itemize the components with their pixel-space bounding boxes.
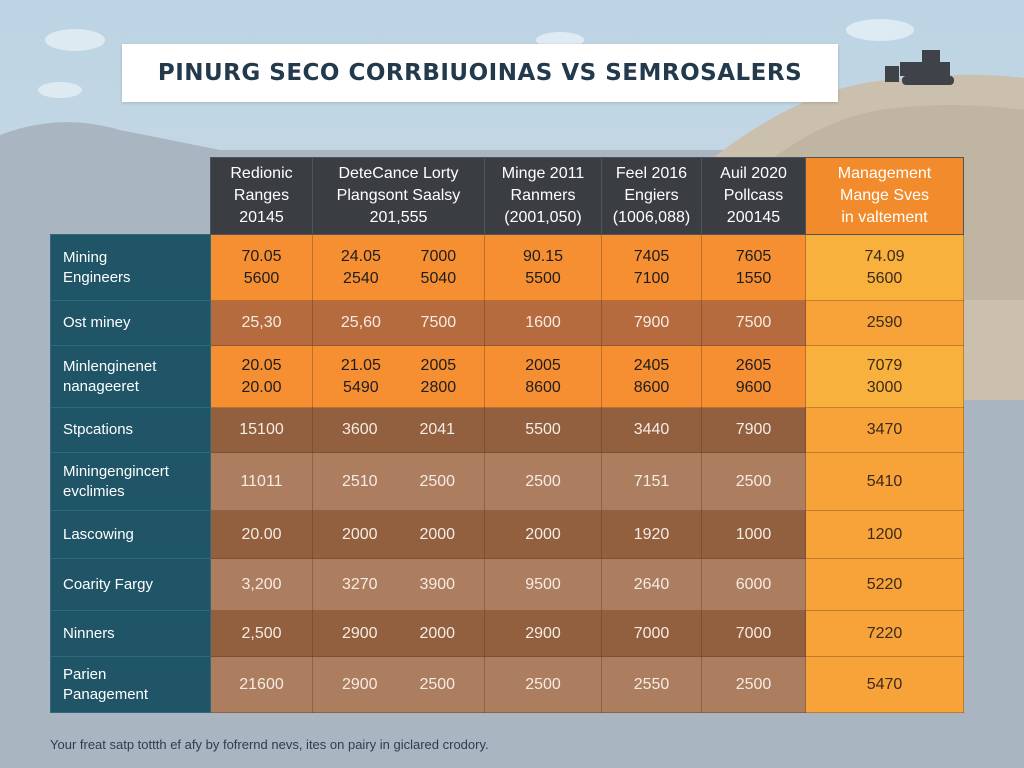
cell-value: 90.15 bbox=[522, 247, 564, 265]
cell-value: 2510 bbox=[341, 472, 378, 490]
column-header-line: in valtement bbox=[841, 209, 928, 226]
table-cell bbox=[806, 235, 964, 301]
cell-value: 7220 bbox=[866, 624, 903, 642]
cell-value: 2500 bbox=[525, 675, 561, 693]
column-header-line: 20145 bbox=[239, 209, 284, 226]
cell-value: 21.05 bbox=[340, 356, 381, 374]
cell-value: 2005 bbox=[420, 356, 457, 374]
column-header-line: 201,555 bbox=[369, 209, 428, 226]
table-cell bbox=[806, 559, 964, 611]
row-label-line: Mining bbox=[63, 248, 108, 266]
cell-value: 2405 bbox=[633, 356, 670, 374]
column-header bbox=[485, 158, 602, 235]
table-cell bbox=[485, 301, 602, 346]
table-row bbox=[51, 511, 964, 559]
table-cell bbox=[211, 453, 313, 511]
table-cell bbox=[702, 657, 806, 713]
cell-value: 7605 bbox=[735, 247, 772, 265]
chart-title-box bbox=[122, 44, 838, 102]
table-cell bbox=[485, 235, 602, 301]
row-label-line: evclimies bbox=[63, 482, 125, 500]
table-cell bbox=[313, 408, 485, 453]
table-cell bbox=[211, 657, 313, 713]
cell-value: 2500 bbox=[419, 472, 456, 490]
cell-value: 11011 bbox=[240, 472, 283, 490]
table-cell bbox=[602, 235, 702, 301]
table-cell bbox=[602, 657, 702, 713]
bulldozer-icon bbox=[885, 50, 954, 85]
column-header-line: (1006,088) bbox=[612, 209, 691, 226]
cell-value: 7500 bbox=[420, 314, 457, 331]
table-row bbox=[51, 301, 964, 346]
corner-cell bbox=[51, 158, 211, 235]
row-label bbox=[51, 611, 211, 657]
table-cell bbox=[702, 301, 806, 346]
row-label bbox=[51, 346, 211, 408]
cell-value: 3470 bbox=[866, 421, 903, 438]
table-cell bbox=[602, 301, 702, 346]
cell-value: 2540 bbox=[343, 269, 379, 287]
cell-value: 5600 bbox=[243, 269, 280, 287]
row-label-line: Panagement bbox=[63, 685, 149, 703]
cell-value: 3600 bbox=[341, 421, 378, 438]
cell-value: 7000 bbox=[735, 624, 772, 642]
cell-value: 7900 bbox=[633, 314, 670, 331]
row-label-line: Ninners bbox=[63, 624, 115, 642]
table-row bbox=[51, 611, 964, 657]
table-row bbox=[51, 453, 964, 511]
cell-value: 8600 bbox=[633, 378, 670, 396]
table-cell bbox=[485, 453, 602, 511]
table-cell bbox=[211, 235, 313, 301]
cell-value: 7405 bbox=[633, 247, 670, 265]
table-cell bbox=[702, 559, 806, 611]
column-header-line: Feel 2016 bbox=[615, 165, 688, 182]
cell-value: 9600 bbox=[735, 378, 772, 396]
table-row bbox=[51, 657, 964, 713]
cell-value: 2590 bbox=[866, 314, 903, 331]
table-cell bbox=[313, 657, 485, 713]
cell-value: 1600 bbox=[525, 314, 561, 331]
cell-value: 5490 bbox=[343, 378, 379, 396]
cell-value: 5040 bbox=[420, 269, 457, 287]
table-row bbox=[51, 408, 964, 453]
table-cell bbox=[806, 408, 964, 453]
cell-value: 1000 bbox=[735, 525, 772, 543]
column-header-line: Redionic bbox=[230, 165, 293, 182]
table-cell bbox=[702, 346, 806, 408]
row-label-line: Stpcations bbox=[63, 421, 134, 438]
column-header bbox=[313, 158, 485, 235]
table-row bbox=[51, 559, 964, 611]
column-header-line: Minge 2011 bbox=[501, 165, 585, 182]
data-table bbox=[50, 157, 964, 713]
column-header bbox=[602, 158, 702, 235]
column-header-line: DeteCance Lorty bbox=[338, 165, 459, 182]
row-label-line: Minlenginenet bbox=[63, 357, 157, 375]
column-header-line: Ranges bbox=[233, 187, 290, 204]
row-label bbox=[51, 301, 211, 346]
cell-value: 3000 bbox=[866, 378, 903, 396]
column-header-line: Engiers bbox=[624, 187, 679, 204]
cell-value: 2500 bbox=[735, 675, 772, 693]
row-label-line: Coarity Fargy bbox=[63, 575, 154, 593]
table-cell bbox=[211, 611, 313, 657]
column-header bbox=[211, 158, 313, 235]
column-header-line: Auil 2020 bbox=[720, 165, 787, 182]
cell-value: 5410 bbox=[866, 472, 903, 490]
cell-value: 2500 bbox=[419, 675, 456, 693]
table-cell bbox=[211, 408, 313, 453]
table-cell bbox=[806, 511, 964, 559]
table-cell bbox=[485, 657, 602, 713]
table-cell bbox=[702, 453, 806, 511]
cell-value: 5470 bbox=[866, 675, 903, 693]
cell-value: 2,500 bbox=[241, 624, 282, 642]
cell-value: 20.00 bbox=[241, 525, 282, 543]
column-header-line: Pollcass bbox=[723, 187, 784, 204]
table-cell bbox=[485, 511, 602, 559]
cell-value: 20.00 bbox=[241, 378, 282, 396]
cell-value: 7100 bbox=[633, 269, 670, 287]
column-header-line: 200145 bbox=[726, 209, 781, 226]
cell-value: 74.09 bbox=[864, 247, 905, 265]
row-label-line: Parien bbox=[63, 665, 107, 683]
column-header-line: (2001,050) bbox=[504, 209, 582, 226]
row-label-line: Miningengincert bbox=[63, 462, 169, 480]
table-cell bbox=[806, 346, 964, 408]
column-header bbox=[702, 158, 806, 235]
table-cell bbox=[806, 657, 964, 713]
cell-value: 2005 bbox=[525, 356, 561, 374]
column-header-line: Management bbox=[837, 165, 932, 182]
table-cell bbox=[313, 511, 485, 559]
cell-value: 5220 bbox=[866, 575, 903, 593]
column-header-line: Plangsont Saalsy bbox=[336, 187, 461, 204]
cell-value: 2000 bbox=[341, 525, 378, 543]
table-row bbox=[51, 346, 964, 408]
table-cell bbox=[602, 408, 702, 453]
header-row bbox=[51, 158, 964, 235]
table-cell bbox=[602, 511, 702, 559]
cell-value: 15100 bbox=[239, 421, 284, 438]
cell-value: 2000 bbox=[419, 525, 456, 543]
row-label-line: Ost miney bbox=[63, 314, 131, 331]
cell-value: 1920 bbox=[633, 525, 670, 543]
cell-value: 9500 bbox=[525, 575, 561, 593]
cell-value: 20.05 bbox=[241, 356, 282, 374]
cell-value: 2000 bbox=[419, 624, 456, 642]
table-cell bbox=[485, 346, 602, 408]
cell-value: 5600 bbox=[866, 269, 903, 287]
cell-value: 1550 bbox=[735, 269, 772, 287]
cell-value: 2640 bbox=[633, 575, 670, 593]
table-cell bbox=[806, 301, 964, 346]
table-cell bbox=[806, 453, 964, 511]
table-cell bbox=[211, 301, 313, 346]
cell-value: 3440 bbox=[633, 421, 670, 438]
table-row bbox=[51, 235, 964, 301]
column-header-line: Ranmers bbox=[510, 187, 576, 204]
table-cell bbox=[702, 611, 806, 657]
cell-value: 7151 bbox=[633, 472, 670, 490]
cell-value: 3900 bbox=[419, 575, 456, 593]
cell-value: 6000 bbox=[735, 575, 772, 593]
table-cell bbox=[313, 346, 485, 408]
cell-value: 7079 bbox=[866, 356, 903, 374]
table-cell bbox=[602, 346, 702, 408]
footnote: Your freat satp tottth ef afy by fofrernd nevs, ites on pairy in giclared crodory. bbox=[50, 737, 489, 752]
cell-value: 5500 bbox=[525, 421, 561, 438]
table-cell bbox=[313, 235, 485, 301]
cell-value: 7500 bbox=[735, 314, 772, 331]
cell-value: 1200 bbox=[866, 525, 903, 543]
cell-value: 25,60 bbox=[340, 314, 381, 331]
row-label bbox=[51, 559, 211, 611]
cell-value: 2500 bbox=[525, 472, 561, 490]
cell-value: 2550 bbox=[633, 675, 670, 693]
cell-value: 8600 bbox=[525, 378, 561, 396]
cell-value: 2900 bbox=[525, 624, 561, 642]
row-label bbox=[51, 453, 211, 511]
table-cell bbox=[485, 611, 602, 657]
table-cell bbox=[485, 559, 602, 611]
cell-value: 25,30 bbox=[241, 314, 282, 331]
table-cell bbox=[485, 408, 602, 453]
row-label-line: Engineers bbox=[63, 268, 131, 286]
row-label-line: Lascowing bbox=[63, 525, 134, 543]
cell-value: 2041 bbox=[419, 421, 456, 438]
table-cell bbox=[313, 611, 485, 657]
table-cell bbox=[702, 235, 806, 301]
cell-value: 2000 bbox=[525, 525, 561, 543]
cell-value: 5500 bbox=[525, 269, 561, 287]
column-header-line: Mange Sves bbox=[840, 187, 929, 204]
cell-value: 24.05 bbox=[340, 247, 381, 265]
table-cell bbox=[211, 559, 313, 611]
table-cell bbox=[313, 559, 485, 611]
row-label bbox=[51, 235, 211, 301]
table-cell bbox=[313, 301, 485, 346]
table-cell bbox=[806, 611, 964, 657]
table-cell bbox=[313, 453, 485, 511]
cell-value: 3270 bbox=[341, 575, 378, 593]
table-cell bbox=[602, 611, 702, 657]
cell-value: 7000 bbox=[420, 247, 457, 265]
row-label-line: nanageeret bbox=[63, 377, 139, 395]
cell-value: 3,200 bbox=[241, 575, 282, 593]
table-cell bbox=[211, 511, 313, 559]
table-cell bbox=[702, 511, 806, 559]
table-cell bbox=[702, 408, 806, 453]
table-cell bbox=[211, 346, 313, 408]
cell-value: 2800 bbox=[420, 378, 457, 396]
cell-value: 21600 bbox=[239, 675, 284, 693]
cell-value: 7900 bbox=[735, 421, 772, 438]
cell-value: 2900 bbox=[341, 624, 378, 642]
chart-title: PINURG SECO CORRBIUOINAS VS SEMROSALERS bbox=[157, 60, 803, 86]
cell-value: 2500 bbox=[735, 472, 772, 490]
table-cell bbox=[602, 559, 702, 611]
cell-value: 2605 bbox=[735, 356, 772, 374]
table-cell bbox=[602, 453, 702, 511]
column-header bbox=[806, 158, 964, 235]
cell-value: 70.05 bbox=[241, 247, 282, 265]
cell-value: 2900 bbox=[341, 675, 378, 693]
row-label bbox=[51, 511, 211, 559]
cell-value: 7000 bbox=[633, 624, 670, 642]
row-label bbox=[51, 657, 211, 713]
row-label bbox=[51, 408, 211, 453]
